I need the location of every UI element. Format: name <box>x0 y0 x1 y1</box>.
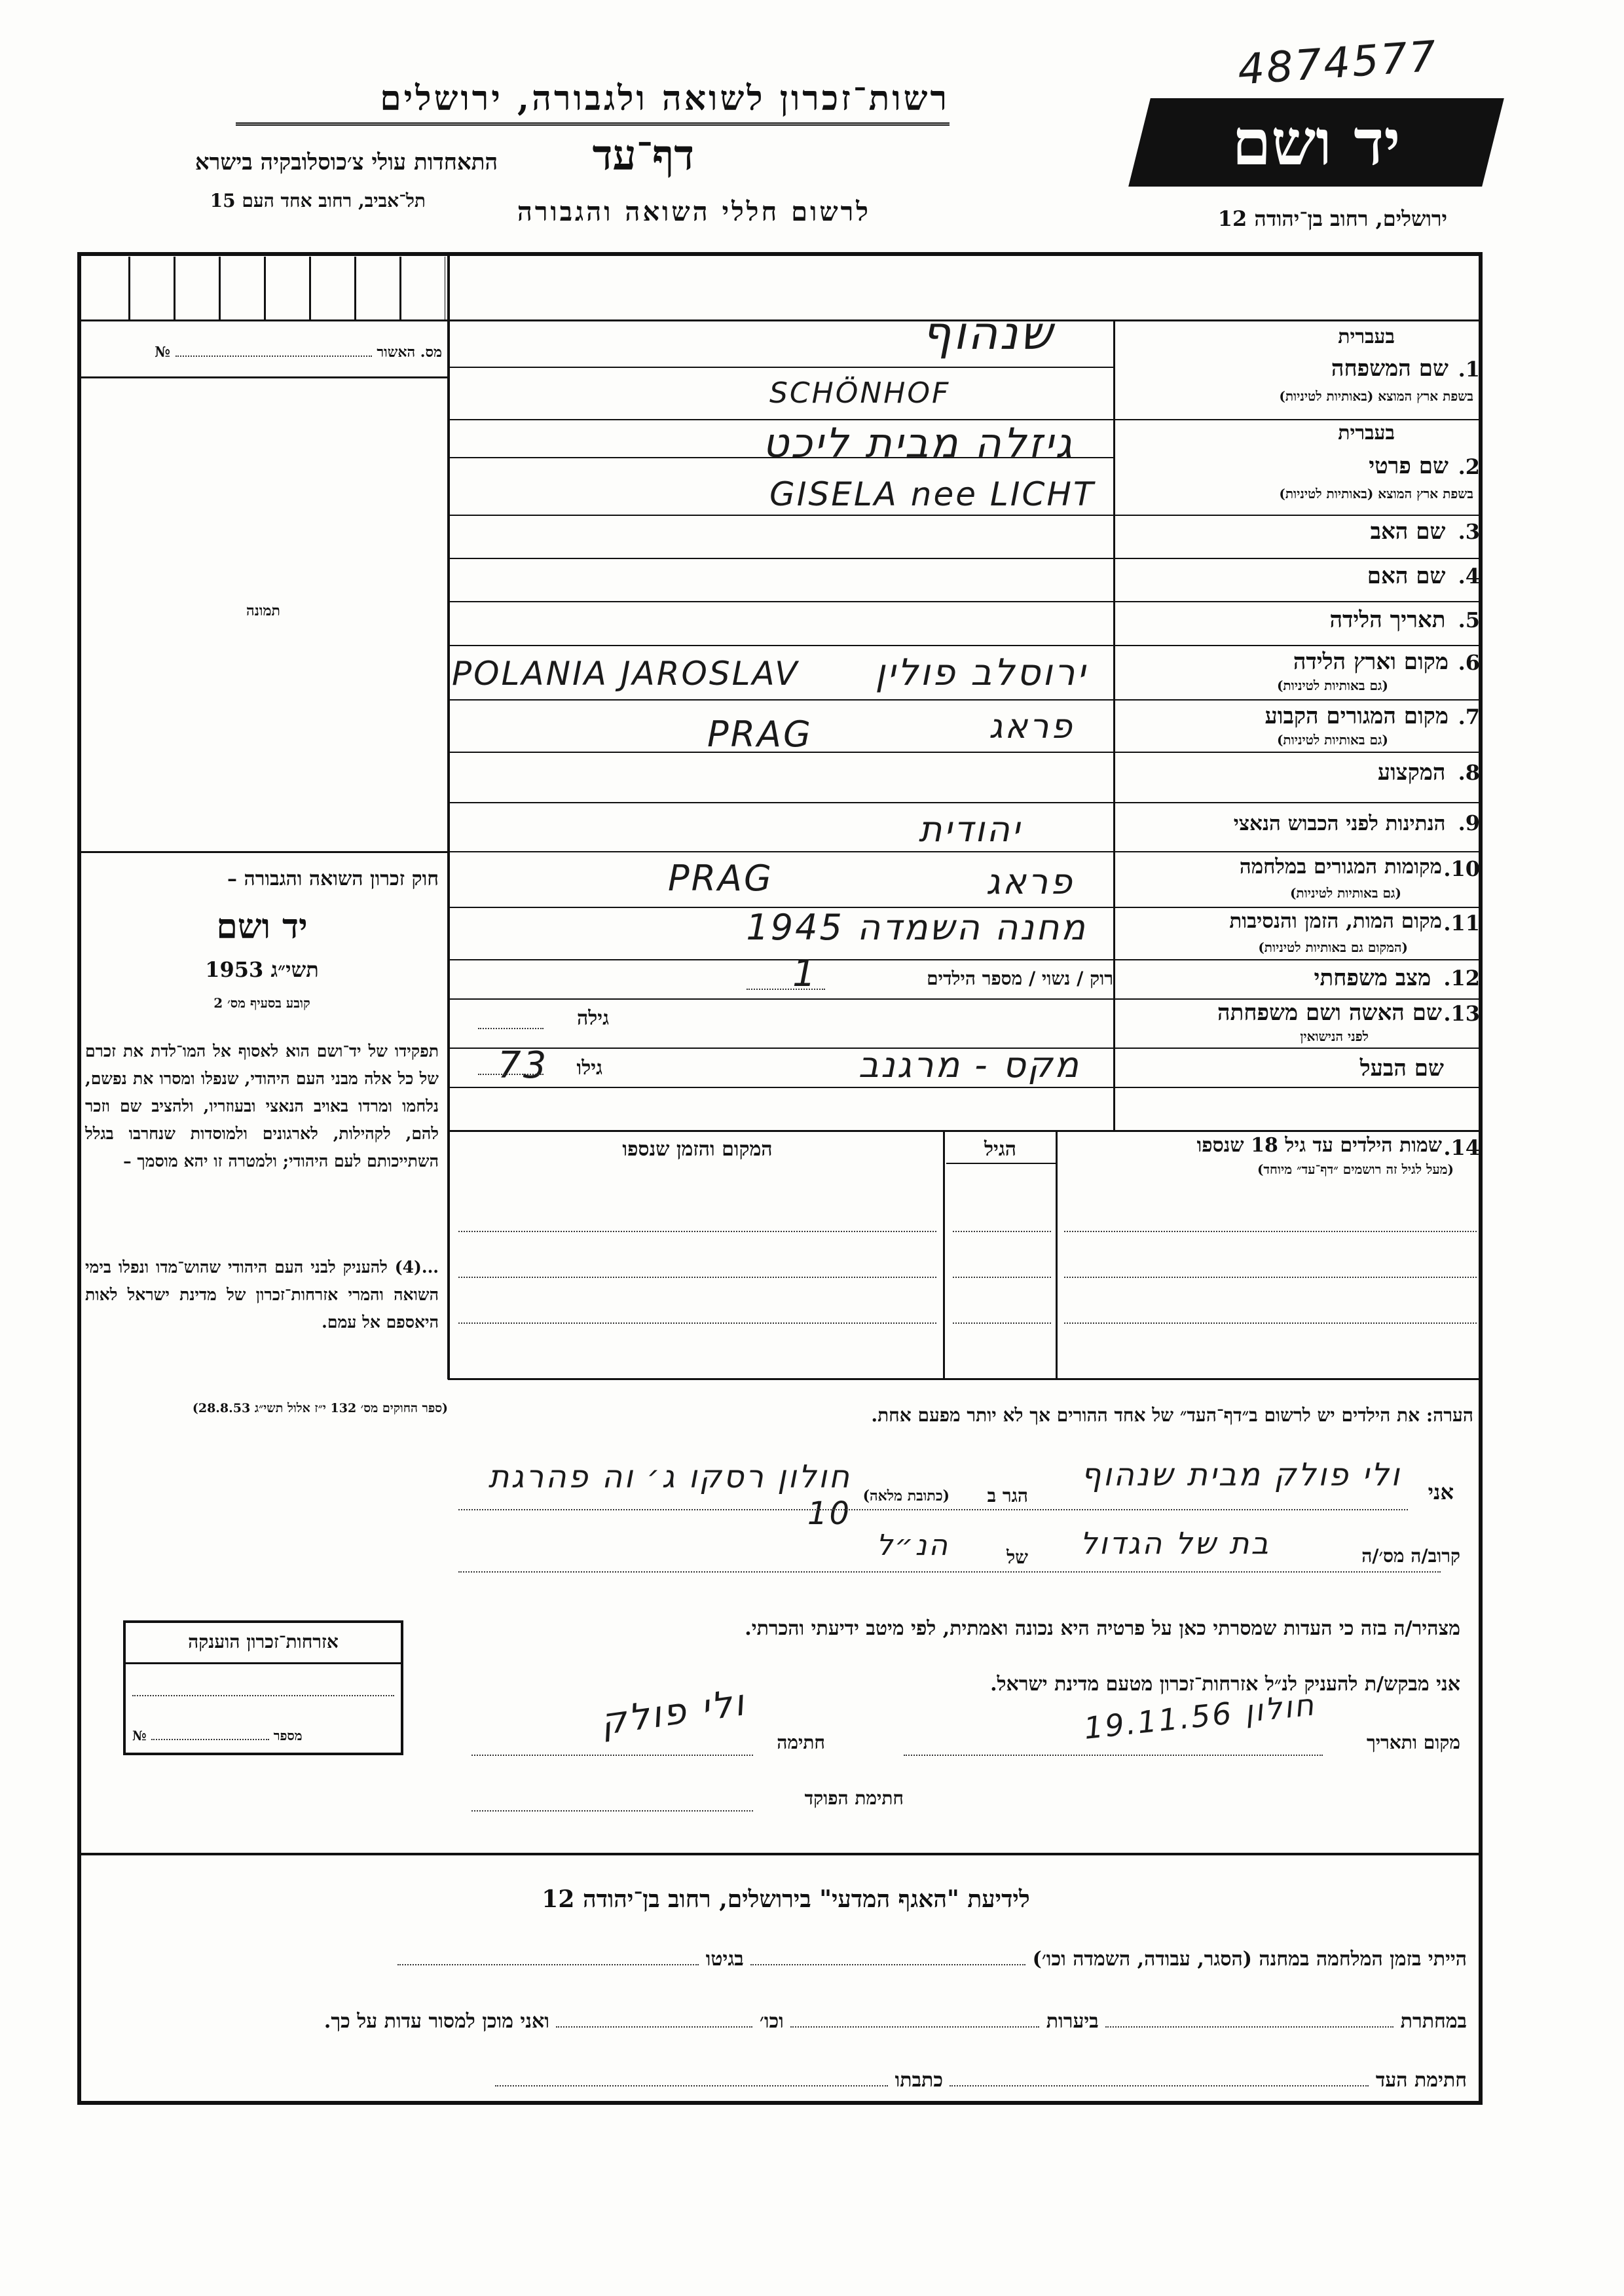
field-14-hint: (מעל לגיל זה רושמים ״דף־עד״ מיוחד) <box>1257 1161 1454 1177</box>
first-name-latin-value: GISELA nee LICHT <box>769 475 1096 513</box>
law-reference: (ספר החוקים מס׳ 132 י״ז אלול תשי״ג 28.8.53) <box>192 1401 448 1415</box>
photo-label: תמונה <box>246 602 280 619</box>
address-hint: (כתובת מלאה) <box>862 1487 950 1504</box>
field-2-label: שם פרטי <box>1369 453 1449 479</box>
field-10-number: 10. <box>1443 856 1480 881</box>
law-title: חוק זכרון השואה והגבורה – <box>227 867 439 890</box>
husband-name-label: שם הבעל <box>1359 1055 1444 1082</box>
field-3-label: שם האב <box>1370 519 1446 545</box>
declaration-lives-label: הגר ב <box>987 1485 1028 1506</box>
officer-signature-label: חתימת הפוקד <box>804 1787 904 1809</box>
field-9-number: 9. <box>1458 811 1480 835</box>
children-place-column: המקום והזמן שנספו <box>622 1138 773 1161</box>
family-name-latin-value: SCHÖNHOF <box>769 376 951 410</box>
relative-value: בת של הגדול <box>1080 1525 1270 1561</box>
field-13-hint: לפני הנישואין <box>1300 1029 1369 1044</box>
footer-line-1 <box>92 1948 1467 1971</box>
field-12-number: 12. <box>1443 966 1480 991</box>
association-name: התאחדות עולי צ׳כוסלובקיה בישרא <box>194 149 498 175</box>
death-place-value: מחנה השמדה 1945 <box>746 907 1087 948</box>
relative-label: קרוב/ה מס׳/ה <box>1361 1545 1460 1567</box>
yad-vashem-address: ירושלים, רחוב בן־יהודה 12 <box>1217 206 1447 231</box>
field-8-label: המקצוע <box>1377 759 1446 786</box>
residence-latin-value: PRAG <box>707 714 813 755</box>
footer-line-3 <box>92 2069 1467 2092</box>
field-3-number: 3. <box>1458 519 1480 544</box>
field-2-number: 2. <box>1458 454 1480 479</box>
field-1-label: שם המשפחה <box>1331 355 1449 382</box>
field-11-hint: (המקום גם באותיות לטיניות) <box>1258 939 1408 955</box>
field-wartime-residence <box>1116 852 1480 906</box>
footer-address-label: כתבתו <box>895 2069 943 2092</box>
field-4-label: שם האם <box>1367 563 1446 589</box>
field-birth-date <box>1116 607 1480 633</box>
memorial-citizenship-box <box>123 1620 403 1755</box>
field-2-hint: בשפת ארץ המוצא (באותיות לטיניות) <box>1279 486 1473 501</box>
field-11-number: 11. <box>1443 911 1480 936</box>
children-count-value: 1 <box>792 953 818 995</box>
field-11-label: מקום המות, הזמן והנסיבות <box>1229 909 1442 933</box>
approval-no-sign: № <box>155 344 170 361</box>
declaration-i-label: אני <box>1428 1480 1454 1504</box>
logo-text: יד ושם <box>1232 105 1401 179</box>
husband-age-value: 73 <box>498 1044 549 1087</box>
field-14-number: 14. <box>1443 1135 1480 1160</box>
law-section: קובע בסעיף מס׳ 2 <box>213 995 310 1011</box>
field-5-number: 5. <box>1458 608 1480 632</box>
first-name-hebrew-value: גיזלה מבית ליכט <box>762 419 1074 467</box>
citizenship-request: אני מבקש/ת להעניק לנ״ל אזרחות־זכרון מטעם מדינת ישראל. <box>990 1673 1460 1696</box>
signature-value: ולי פולק <box>597 1681 748 1744</box>
field-14-label: שמות הילדים עד גיל 18 שנספו <box>1196 1134 1442 1157</box>
archive-number: 4874577 <box>1236 32 1440 95</box>
field-2-lang: בעברית <box>1338 422 1395 445</box>
field-father-name <box>1116 519 1480 545</box>
residence-hebrew-value: פראג <box>988 707 1074 746</box>
field-13-label: שם האשה ושם משפחתה <box>1217 1000 1442 1026</box>
family-name-hebrew-value: שנהוף <box>921 306 1054 360</box>
field-first-name <box>1116 420 1480 515</box>
association-address: תל־אביב, רחוב אחד העם 15 <box>210 190 426 211</box>
field-1-lang: בעברית <box>1338 325 1395 348</box>
registration-note: הערה: את הילדים יש לרשום ב״דף־העד״ של אחד ההורים אך לא יותר מפעם אחת. <box>871 1404 1473 1426</box>
declarant-name-value: ולי פולק מבית שנהוף <box>1080 1457 1401 1493</box>
footer-ghetto-label: בגיטו <box>705 1948 744 1971</box>
law-text-1: תפקידו של יד־ושם הוא לאסוף אל המו־לדת את זכרם של כל אלה מבני העם היהודי, שנפלו ומסרו את נפשם, נלחמו ומרדו באויב הנאצי ובעוזריו, ולהציב שם וזכר להם, לקהילות, לארגונים ולמוסדות שנחרבו בגלל השתייכותם לעם היהודי; ולמטרה זו יהא מוסמך – <box>85 1042 439 1171</box>
field-4-number: 4. <box>1458 564 1480 589</box>
birth-place-hebrew-value: ירוסלב פולין <box>875 651 1087 694</box>
wife-age-label: גילה <box>576 1007 609 1030</box>
husband-age-label: גילו <box>576 1057 602 1080</box>
wartime-residence-hebrew-value: פראג <box>986 861 1074 902</box>
birth-place-latin-value: POLANIA JAROSLAV <box>452 655 800 693</box>
field-marital-status <box>1116 965 1480 991</box>
declaration-statement: מצהיר/ה בזה כי העדות שמסרתי כאן על פרטיה היא נכונה ואמתית, לפי מיטב ידיעתי והכרתי. <box>745 1617 1460 1640</box>
field-5-label: תאריך הלידה <box>1329 607 1446 633</box>
footer-etc-label: וכו׳ <box>759 2010 784 2033</box>
approval-label: מס. האשור <box>377 344 442 361</box>
children-age-column: הגיל <box>984 1138 1017 1161</box>
field-6-number: 6. <box>1458 650 1480 675</box>
footer-line-2 <box>92 2010 1467 2033</box>
field-8-number: 8. <box>1458 760 1480 785</box>
footer-title: לידיעת "האגף המדעי" בירושלים, רחוב בן־יהודה 12 <box>542 1886 1030 1913</box>
approval-tick-boxes <box>85 257 445 319</box>
field-nationality <box>1116 811 1480 835</box>
field-10-label: מקומות המגורים במלחמה <box>1239 855 1442 879</box>
field-wife-name <box>1116 1000 1480 1047</box>
footer-forests-label: ביערות <box>1046 2010 1099 2033</box>
field-profession <box>1116 759 1480 786</box>
field-13-number: 13. <box>1443 1001 1480 1026</box>
field-10-hint: (גם באותיות לטיניות) <box>1289 885 1401 901</box>
law-text-2: ...(4) להעניק לבני העם היהודי שהוש־מדו ונפלו בימי השואה והמרי אזרחות־זכרון של מדינת ישראל לאות היאספם אל עמם. <box>85 1258 439 1332</box>
footer-testimony-label: ואני מוכן למסור עדות על כך. <box>323 2010 549 2033</box>
field-7-label: מקום המגורים הקבוע <box>1264 703 1449 729</box>
wartime-residence-latin-value: PRAG <box>668 858 773 899</box>
field-death-place <box>1116 908 1480 959</box>
signature-label: חתימה <box>777 1732 825 1753</box>
place-date-value: חולון 19.11.56 <box>1082 1686 1318 1746</box>
form-purpose: לרשום חללי השואה והגבורה <box>517 196 871 227</box>
husband-name-value: מקס - מרגנב <box>858 1044 1080 1085</box>
nationality-value: יהודית <box>918 809 1022 850</box>
field-12-label: מצב משפחתי <box>1314 965 1431 991</box>
yad-vashem-logo <box>1128 98 1504 187</box>
law-name: יד ושם <box>216 907 308 947</box>
field-9-label: הנתינות לפני הכבוש הנאצי <box>1233 812 1446 835</box>
footer-witness-signature-label: חתימת העד <box>1375 2069 1467 2092</box>
law-year: תשי״ג 1953 <box>205 957 319 982</box>
form-title: דף־עד <box>592 131 694 180</box>
field-6-hint: (גם באותיות לטיניות) <box>1276 678 1388 693</box>
footer-underground-label: במחתרת <box>1400 2010 1467 2033</box>
field-7-number: 7. <box>1458 704 1480 729</box>
relative-of-value: הנ״ל <box>876 1529 950 1562</box>
footer-camp-label: הייתי בזמן המלחמה במחנה (הסגר, עבודה, השמדה וכו׳) <box>1032 1948 1467 1971</box>
place-date-label: מקום ותאריך <box>1366 1732 1460 1753</box>
authority-title: רשות־זכרון לשואה ולגבורה, ירושלים <box>236 79 950 126</box>
field-family-name <box>1116 324 1480 419</box>
field-6-label: מקום וארץ הלידה <box>1293 649 1449 675</box>
photo-area <box>80 380 447 851</box>
field-birth-place <box>1116 646 1480 699</box>
declarant-address-value: חולון רסקו ג׳ וה פהרגת 10 <box>488 1459 851 1532</box>
marital-status-options: רוק / נשוי / מספר הילדים <box>927 968 1113 989</box>
field-mother-name <box>1116 563 1480 589</box>
field-1-hint: בשפת ארץ המוצא (באותיות לטיניות) <box>1279 388 1473 404</box>
citizenship-no-label: מספר <box>273 1728 303 1743</box>
citizenship-no-sign: № <box>132 1728 147 1743</box>
relative-of-label: של <box>1006 1546 1028 1568</box>
field-7-hint: (גם באותיות לטיניות) <box>1276 732 1388 748</box>
citizenship-box-title: אזרחות־זכרון הוענקה <box>188 1631 339 1652</box>
field-residence <box>1116 701 1480 752</box>
field-1-number: 1. <box>1458 357 1480 382</box>
field-children <box>1061 1134 1480 1180</box>
